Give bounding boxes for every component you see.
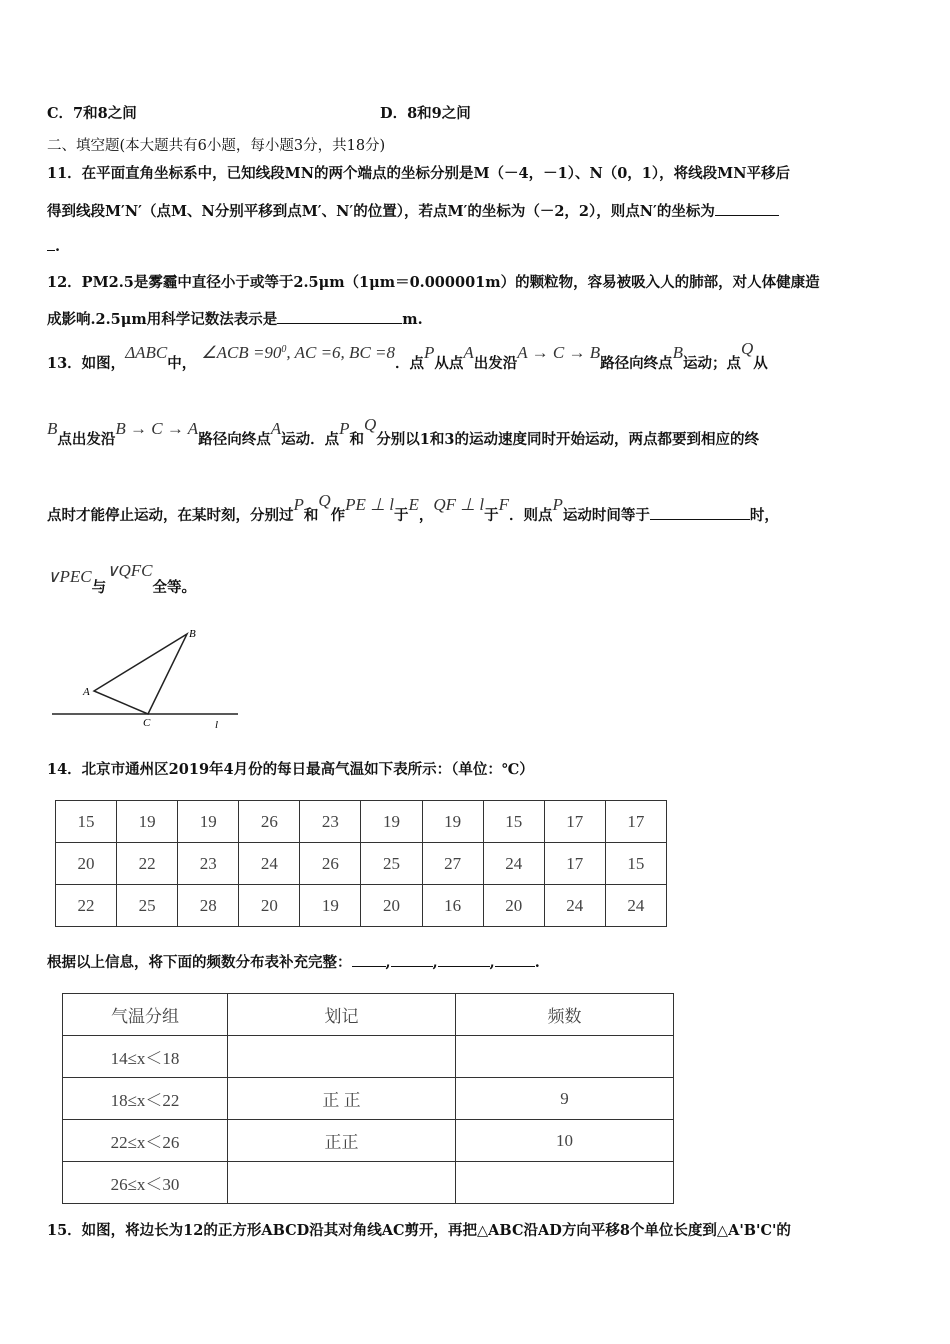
temp-cell: 20 [56,843,117,885]
frequency-cell [456,1162,674,1204]
temp-cell: 19 [178,801,239,843]
q15-line1: 15．如图，将边长为12的正方形ABCD沿其对角线AC剪开，再把△ABC沿AD方向平移8个单位长度到△A'B'C'的 [47,1222,791,1239]
group-cell: 22≤x＜26 [63,1120,228,1162]
q11-line3 [47,238,60,255]
text-fragment: 时， [749,507,779,524]
q13-line3 [47,491,779,525]
answer-blank [495,965,535,967]
text-fragment: 于 [484,507,499,524]
text-fragment: QF ⊥ l [433,495,485,514]
q13-line4 [47,561,197,597]
text-fragment: . [534,954,540,971]
table-row [56,843,667,885]
text-fragment: 与 [91,579,107,596]
choice-d: D．8和9之间 [380,105,471,122]
text-fragment: PE ⊥ l [345,495,394,514]
temp-cell: 23 [300,801,361,843]
text-fragment: P [424,343,435,362]
q12-text: 成影响.2.5μm用科学记数法表示是 [47,311,278,328]
text-fragment: , [432,954,438,971]
text-fragment: 点时才能停止运动，在某时刻，分别过 [47,507,294,524]
period: . [55,238,61,255]
answer-blank [438,965,490,967]
table-row [63,1120,674,1162]
text-fragment: , [489,954,495,971]
temp-cell: 24 [239,843,300,885]
text-fragment: ∠ACB =90 [201,343,282,362]
text-fragment: B → C → A [115,419,199,438]
text-fragment: 运动时间等于 [562,507,650,524]
q13-line2 [47,415,759,449]
q12-line1: 12．PM2.5是雾霾中直径小于或等于2.5μm（1μm＝0.000001m）的颗粒物，容易被吸入人的肺部，对人体健康造 [47,274,820,291]
text-fragment: 和 [303,507,319,524]
q11-line1: 11．在平面直角坐标系中，已知线段MN的两个端点的坐标分别是M（－4，－1）、N（0，1），将线段MN平移后 [47,165,790,182]
frequency-cell: 9 [456,1078,674,1120]
text-fragment: Q [363,415,377,434]
q12-line2 [47,308,423,329]
group-cell: 26≤x＜30 [63,1162,228,1204]
temp-cell: 22 [56,885,117,927]
text-fragment: ．则点 [508,507,553,524]
text-fragment: 于 [393,507,409,524]
text-fragment: 运动；点 [683,355,741,372]
answer-blank [715,214,779,216]
q11-line2 [47,200,779,221]
temp-cell: 25 [117,885,178,927]
text-fragment: ， [418,507,434,524]
text-fragment: 根据以上信息，将下面的频数分布表补充完整： [47,954,352,971]
q14-title: 14．北京市通州区2019年4月份的每日最高气温如下表所示：（单位：℃） [47,761,534,778]
tally-cell [228,1036,456,1078]
text-fragment: A → C → B [517,343,601,362]
text-fragment: l [215,719,219,731]
temp-cell: 19 [300,885,361,927]
temp-cell: 25 [361,843,422,885]
text-fragment: P [552,495,563,514]
text-fragment: B [672,343,683,362]
temp-cell: 17 [544,843,605,885]
frequency-table [62,993,674,1204]
text-fragment: 从 [753,355,768,372]
table-row [56,801,667,843]
table-row [63,1078,674,1120]
text-fragment: B [47,419,58,438]
text-fragment: ∨QFC [106,561,153,580]
text-fragment: 作 [330,507,346,524]
temp-cell: 23 [178,843,239,885]
temp-cell: 20 [239,885,300,927]
text-fragment: Q [318,491,331,510]
temperature-table [55,800,667,927]
text-fragment: ∨PEC [47,567,92,586]
text-fragment: 0 [281,344,287,355]
temp-cell: 16 [422,885,483,927]
table-row [63,1162,674,1204]
section-heading: 二、填空题(本大题共有6小题，每小题3分，共18分) [47,138,386,154]
table-row [56,885,667,927]
text-fragment: 和 [349,431,364,448]
answer-blank [352,965,386,967]
header-group: 气温分组 [63,994,228,1036]
answer-blank [47,249,55,251]
temp-cell: 15 [56,801,117,843]
temp-cell: 26 [300,843,361,885]
temp-cell: 22 [117,843,178,885]
text-fragment: , AC =6, BC =8 [286,343,396,362]
text-fragment: 运动．点 [281,431,340,448]
text-fragment: A [270,419,282,438]
text-fragment: P [339,419,350,438]
text-fragment: 中， [167,355,197,372]
temp-cell: 28 [178,885,239,927]
tally-cell: 正正 [228,1120,456,1162]
text-fragment: 全等。 [152,579,197,596]
header-frequency: 频数 [456,994,674,1036]
text-fragment: P [293,495,304,514]
temp-cell: 20 [361,885,422,927]
text-fragment: A [463,343,474,362]
text-fragment: ．点 [395,355,425,372]
answer-blank [650,518,750,520]
temp-cell: 15 [483,801,544,843]
q13-line1 [47,339,768,373]
text-fragment: 13．如图， [47,355,126,372]
temp-cell: 20 [483,885,544,927]
answer-blank [277,322,402,324]
text-fragment: 路径向终点 [600,355,673,372]
tally-cell [228,1162,456,1204]
tally-cell: 正 正 [228,1078,456,1120]
temp-cell: 27 [422,843,483,885]
temp-cell: 17 [605,801,666,843]
choice-c: C．7和8之间 [47,105,137,122]
text-fragment: 点出发沿 [57,431,116,448]
temp-cell: 17 [544,801,605,843]
text-fragment: 出发沿 [473,355,518,372]
temp-cell: 15 [605,843,666,885]
text-fragment: C [143,717,151,729]
temp-cell: 19 [117,801,178,843]
text-fragment: A [83,686,90,698]
table-row [63,1036,674,1078]
temp-cell: 19 [422,801,483,843]
group-cell: 14≤x＜18 [63,1036,228,1078]
answer-blank [391,965,433,967]
text-fragment: 从点 [434,355,464,372]
text-fragment: B [189,628,196,640]
group-cell: 18≤x＜22 [63,1078,228,1120]
text-fragment: , [385,954,391,971]
frequency-cell [456,1036,674,1078]
text-fragment: ΔABC [125,343,168,362]
text-fragment: 路径向终点 [198,431,271,448]
temp-cell: 24 [544,885,605,927]
q11-text: 得到线段M′N′（点M、N分别平移到点M′、N′的位置），若点M′的坐标为（－2，2），则点N′的坐标为 [47,203,715,220]
header-tally: 划记 [228,994,456,1036]
temp-cell: 26 [239,801,300,843]
q14-prompt [47,951,540,972]
text-fragment: Q [741,339,754,358]
temp-cell: 24 [483,843,544,885]
q12-unit: m. [402,311,423,328]
text-fragment: 分别以1和3的运动速度同时开始运动，两点都要到相应的终 [376,431,759,448]
text-fragment: E [408,495,419,514]
text-fragment: F [498,495,509,514]
frequency-cell: 10 [456,1120,674,1162]
triangle-figure [50,622,250,737]
temp-cell: 19 [361,801,422,843]
temp-cell: 24 [605,885,666,927]
